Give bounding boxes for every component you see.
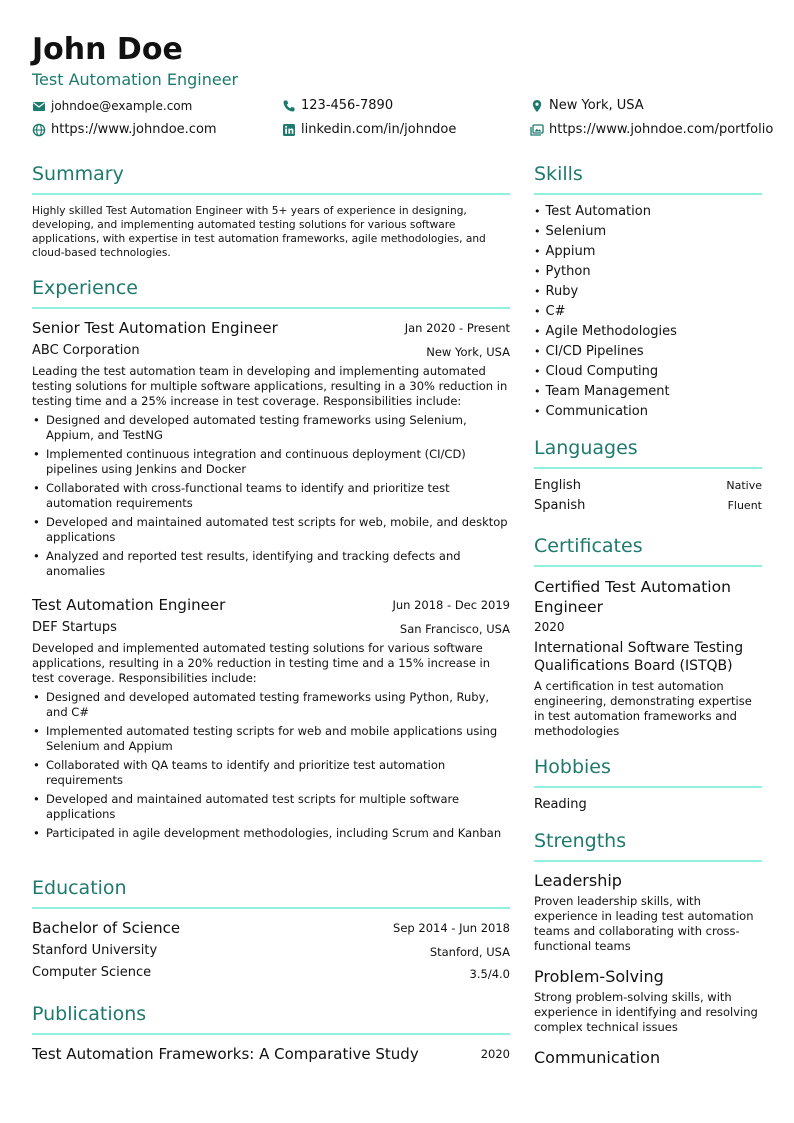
education-location: Stanford, USA <box>429 945 510 959</box>
portfolio-icon <box>530 123 544 137</box>
strength-name: Problem-Solving <box>534 967 664 986</box>
publications-heading: Publications <box>32 1003 147 1025</box>
certificates-divider <box>534 565 762 567</box>
contact-phone[interactable] <box>282 98 393 114</box>
globe-icon <box>32 123 46 137</box>
skill-item: • Ruby <box>534 282 677 302</box>
skill-item: • Communication <box>534 402 677 422</box>
envelope-icon <box>32 99 46 113</box>
location-pin-icon <box>530 99 544 113</box>
job-bullets <box>32 690 510 845</box>
language-row <box>534 497 762 515</box>
job-dates: Jun 2018 - Dec 2019 <box>392 598 510 612</box>
skill-item: • CI/CD Pipelines <box>534 342 677 362</box>
summary-heading: Summary <box>32 163 124 185</box>
candidate-role: Test Automation Engineer <box>32 70 239 89</box>
candidate-name: John Doe <box>32 32 183 67</box>
job-bullet: • Implemented continuous integration and continuous deployment (CI/CD) pipelines using Jenkins and Docker <box>32 447 510 477</box>
contact-phone-text: 123-456-7890 <box>301 98 394 113</box>
education-divider <box>32 907 510 909</box>
hobbies-heading: Hobbies <box>534 756 611 778</box>
summary-text: Highly skilled Test Automation Engineer with 5+ years of experience in designing, developing, and implementing automated testing solutions for various software applications, with expertise in test automation frameworks, agile methodologies, and cloud-based technologies. <box>32 205 486 259</box>
strength-name: Communication <box>534 1048 661 1067</box>
job-description: Developed and implemented automated testing solutions for various software applications, resulting in a 20% reduction in testing time and a 15% increase in test coverage. Responsibilities include: <box>32 641 491 685</box>
language-level: Fluent <box>727 499 762 512</box>
language-level: Native <box>726 479 762 492</box>
contact-linkedin-text: linkedin.com/in/johndoe <box>301 122 457 137</box>
contact-website-text: https://www.johndoe.com <box>51 122 217 137</box>
skill-item: • Python <box>534 262 677 282</box>
skills-heading: Skills <box>534 163 583 185</box>
job-bullet: • Designed and developed automated testing frameworks using Python, Ruby, and C# <box>32 690 510 720</box>
job-bullets <box>32 413 510 583</box>
job-bullet: • Collaborated with QA teams to identify and prioritize test automation requirements <box>32 758 510 788</box>
strengths-heading: Strengths <box>534 830 627 852</box>
certificate-year: 2020 <box>534 620 565 634</box>
contact-email[interactable] <box>32 98 192 114</box>
job-bullet: • Designed and developed automated testing frameworks using Selenium, Appium, and TestNG <box>32 413 510 443</box>
job-bullet: • Analyzed and reported test results, identifying and tracking defects and anomalies <box>32 549 510 579</box>
hobbies-divider <box>534 786 762 788</box>
certificate-description: A certification in test automation engineering, demonstrating expertise in test automation frameworks and methodologies <box>534 679 752 738</box>
job-bullet: • Collaborated with cross-functional teams to identify and prioritize test automation requirements <box>32 481 510 511</box>
language-name: Spanish <box>534 498 586 513</box>
education-school: Stanford University <box>32 943 158 958</box>
publications-divider <box>32 1033 510 1035</box>
job-dates: Jan 2020 - Present <box>404 321 510 335</box>
skill-item: • Cloud Computing <box>534 362 677 382</box>
strength-description: Strong problem-solving skills, with experience in identifying and resolving complex technical issues <box>534 990 758 1034</box>
language-name: English <box>534 478 581 493</box>
hobby-item: Reading <box>534 797 587 812</box>
publication-title: Test Automation Frameworks: A Comparative Study <box>32 1045 419 1063</box>
contact-location-text: New York, USA <box>549 98 644 113</box>
skill-item: • Selenium <box>534 222 677 242</box>
job-bullet: • Participated in agile development methodologies, including Scrum and Kanban <box>32 826 510 841</box>
job-location: New York, USA <box>426 345 510 359</box>
skills-list <box>534 202 677 422</box>
job-title: Test Automation Engineer <box>32 596 226 614</box>
linkedin-icon <box>282 123 296 137</box>
education-degree: Bachelor of Science <box>32 919 181 937</box>
skill-item: • Agile Methodologies <box>534 322 677 342</box>
job-title: Senior Test Automation Engineer <box>32 319 278 337</box>
job-company: DEF Startups <box>32 620 117 635</box>
contact-portfolio-text: https://www.johndoe.com/portfolio <box>549 122 774 137</box>
certificate-name: International Software Testing Qualifications Board (ISTQB) <box>534 640 744 674</box>
certificate-name: Certified Test Automation Engineer <box>534 578 731 616</box>
skill-item: • Team Management <box>534 382 677 402</box>
strength-description: Proven leadership skills, with experience in leading test automation teams and collaborating with cross-functional teams <box>534 894 754 953</box>
phone-icon <box>282 99 296 113</box>
publication-year: 2020 <box>480 1047 510 1061</box>
experience-divider <box>32 307 510 309</box>
languages-divider <box>534 467 762 469</box>
skill-item: • Test Automation <box>534 202 677 222</box>
languages-heading: Languages <box>534 437 638 459</box>
education-gpa: 3.5/4.0 <box>469 967 510 981</box>
job-bullet: • Developed and maintained automated test scripts for web, mobile, and desktop applications <box>32 515 510 545</box>
strengths-divider <box>534 860 762 862</box>
job-location: San Francisco, USA <box>399 622 510 636</box>
contact-linkedin[interactable] <box>282 122 456 138</box>
experience-heading: Experience <box>32 277 138 299</box>
contact-location <box>530 98 644 114</box>
language-row <box>534 477 762 495</box>
job-company: ABC Corporation <box>32 343 140 358</box>
skill-item: • C# <box>534 302 677 322</box>
skills-divider <box>534 193 762 195</box>
contact-website[interactable] <box>32 122 217 138</box>
education-dates: Sep 2014 - Jun 2018 <box>393 921 510 935</box>
job-bullet: • Implemented automated testing scripts for web and mobile applications using Selenium and Appium <box>32 724 510 754</box>
summary-divider <box>32 193 510 195</box>
certificates-heading: Certificates <box>534 535 643 557</box>
job-bullet: • Developed and maintained automated test scripts for multiple software applications <box>32 792 510 822</box>
job-description: Leading the test automation team in developing and implementing automated testing solutions for multiple software applications, resulting in a 30% reduction in testing time and a 25% increase in test coverage. Responsibilities include: <box>32 364 508 408</box>
education-field: Computer Science <box>32 965 152 980</box>
strength-name: Leadership <box>534 871 622 890</box>
contact-email-text: johndoe@example.com <box>51 99 193 113</box>
skill-item: • Appium <box>534 242 677 262</box>
contact-portfolio[interactable] <box>530 122 773 138</box>
education-heading: Education <box>32 877 127 899</box>
